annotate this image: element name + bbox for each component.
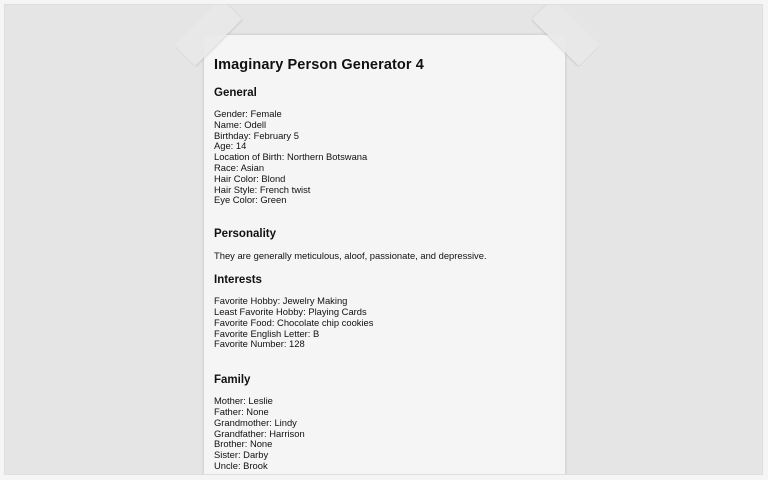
- page-background: [4, 4, 763, 475]
- interests-heading: Interests: [214, 274, 262, 287]
- uncle-line: Uncle: Brook: [214, 459, 268, 471]
- interests-details: [214, 296, 555, 350]
- least-favorite-hobby-line: Least Favorite Hobby: Playing Cards: [214, 305, 367, 317]
- race-line: Race: Asian: [214, 161, 265, 173]
- personality-text: They are generally meticulous, aloof, passionate, and depressive.: [214, 250, 487, 262]
- general-details: [214, 109, 555, 206]
- eye-color-line: Eye Color: Green: [214, 194, 287, 206]
- page-title: Imaginary Person Generator 4: [214, 57, 424, 73]
- family-heading: Family: [214, 374, 251, 387]
- name-line: Name: Odell: [214, 118, 267, 130]
- age-line: Age: 14: [214, 140, 247, 152]
- personality-heading: Personality: [214, 228, 276, 241]
- mother-line: Mother: Leslie: [214, 395, 273, 407]
- general-heading: General: [214, 87, 257, 99]
- hair-color-line: Hair Color: Blond: [214, 172, 286, 184]
- hair-style-line: Hair Style: French twist: [214, 183, 311, 195]
- personality-section: [214, 228, 555, 261]
- general-section: [214, 87, 555, 206]
- sister-line: Sister: Darby: [214, 449, 269, 461]
- favorite-number-line: Favorite Number: 128: [214, 338, 305, 350]
- birth-location-line: Location of Birth: Northern Botswana: [214, 151, 368, 163]
- birthday-line: Birthday: February 5: [214, 129, 299, 141]
- brother-line: Brother: None: [214, 438, 273, 450]
- gender-line: Gender: Female: [214, 108, 282, 119]
- favorite-food-line: Favorite Food: Chocolate chip cookies: [214, 316, 374, 328]
- favorite-hobby-line: Favorite Hobby: Jewelry Making: [214, 295, 348, 307]
- family-details: [214, 396, 555, 472]
- interests-section: [214, 274, 555, 350]
- favorite-letter-line: Favorite English Letter: B: [214, 327, 320, 339]
- paper-sheet: [204, 35, 565, 475]
- father-line: Father: None: [214, 405, 269, 417]
- family-section: [214, 374, 555, 472]
- grandmother-line: Grandmother: Lindy: [214, 416, 297, 428]
- grandfather-line: Grandfather: Harrison: [214, 427, 305, 439]
